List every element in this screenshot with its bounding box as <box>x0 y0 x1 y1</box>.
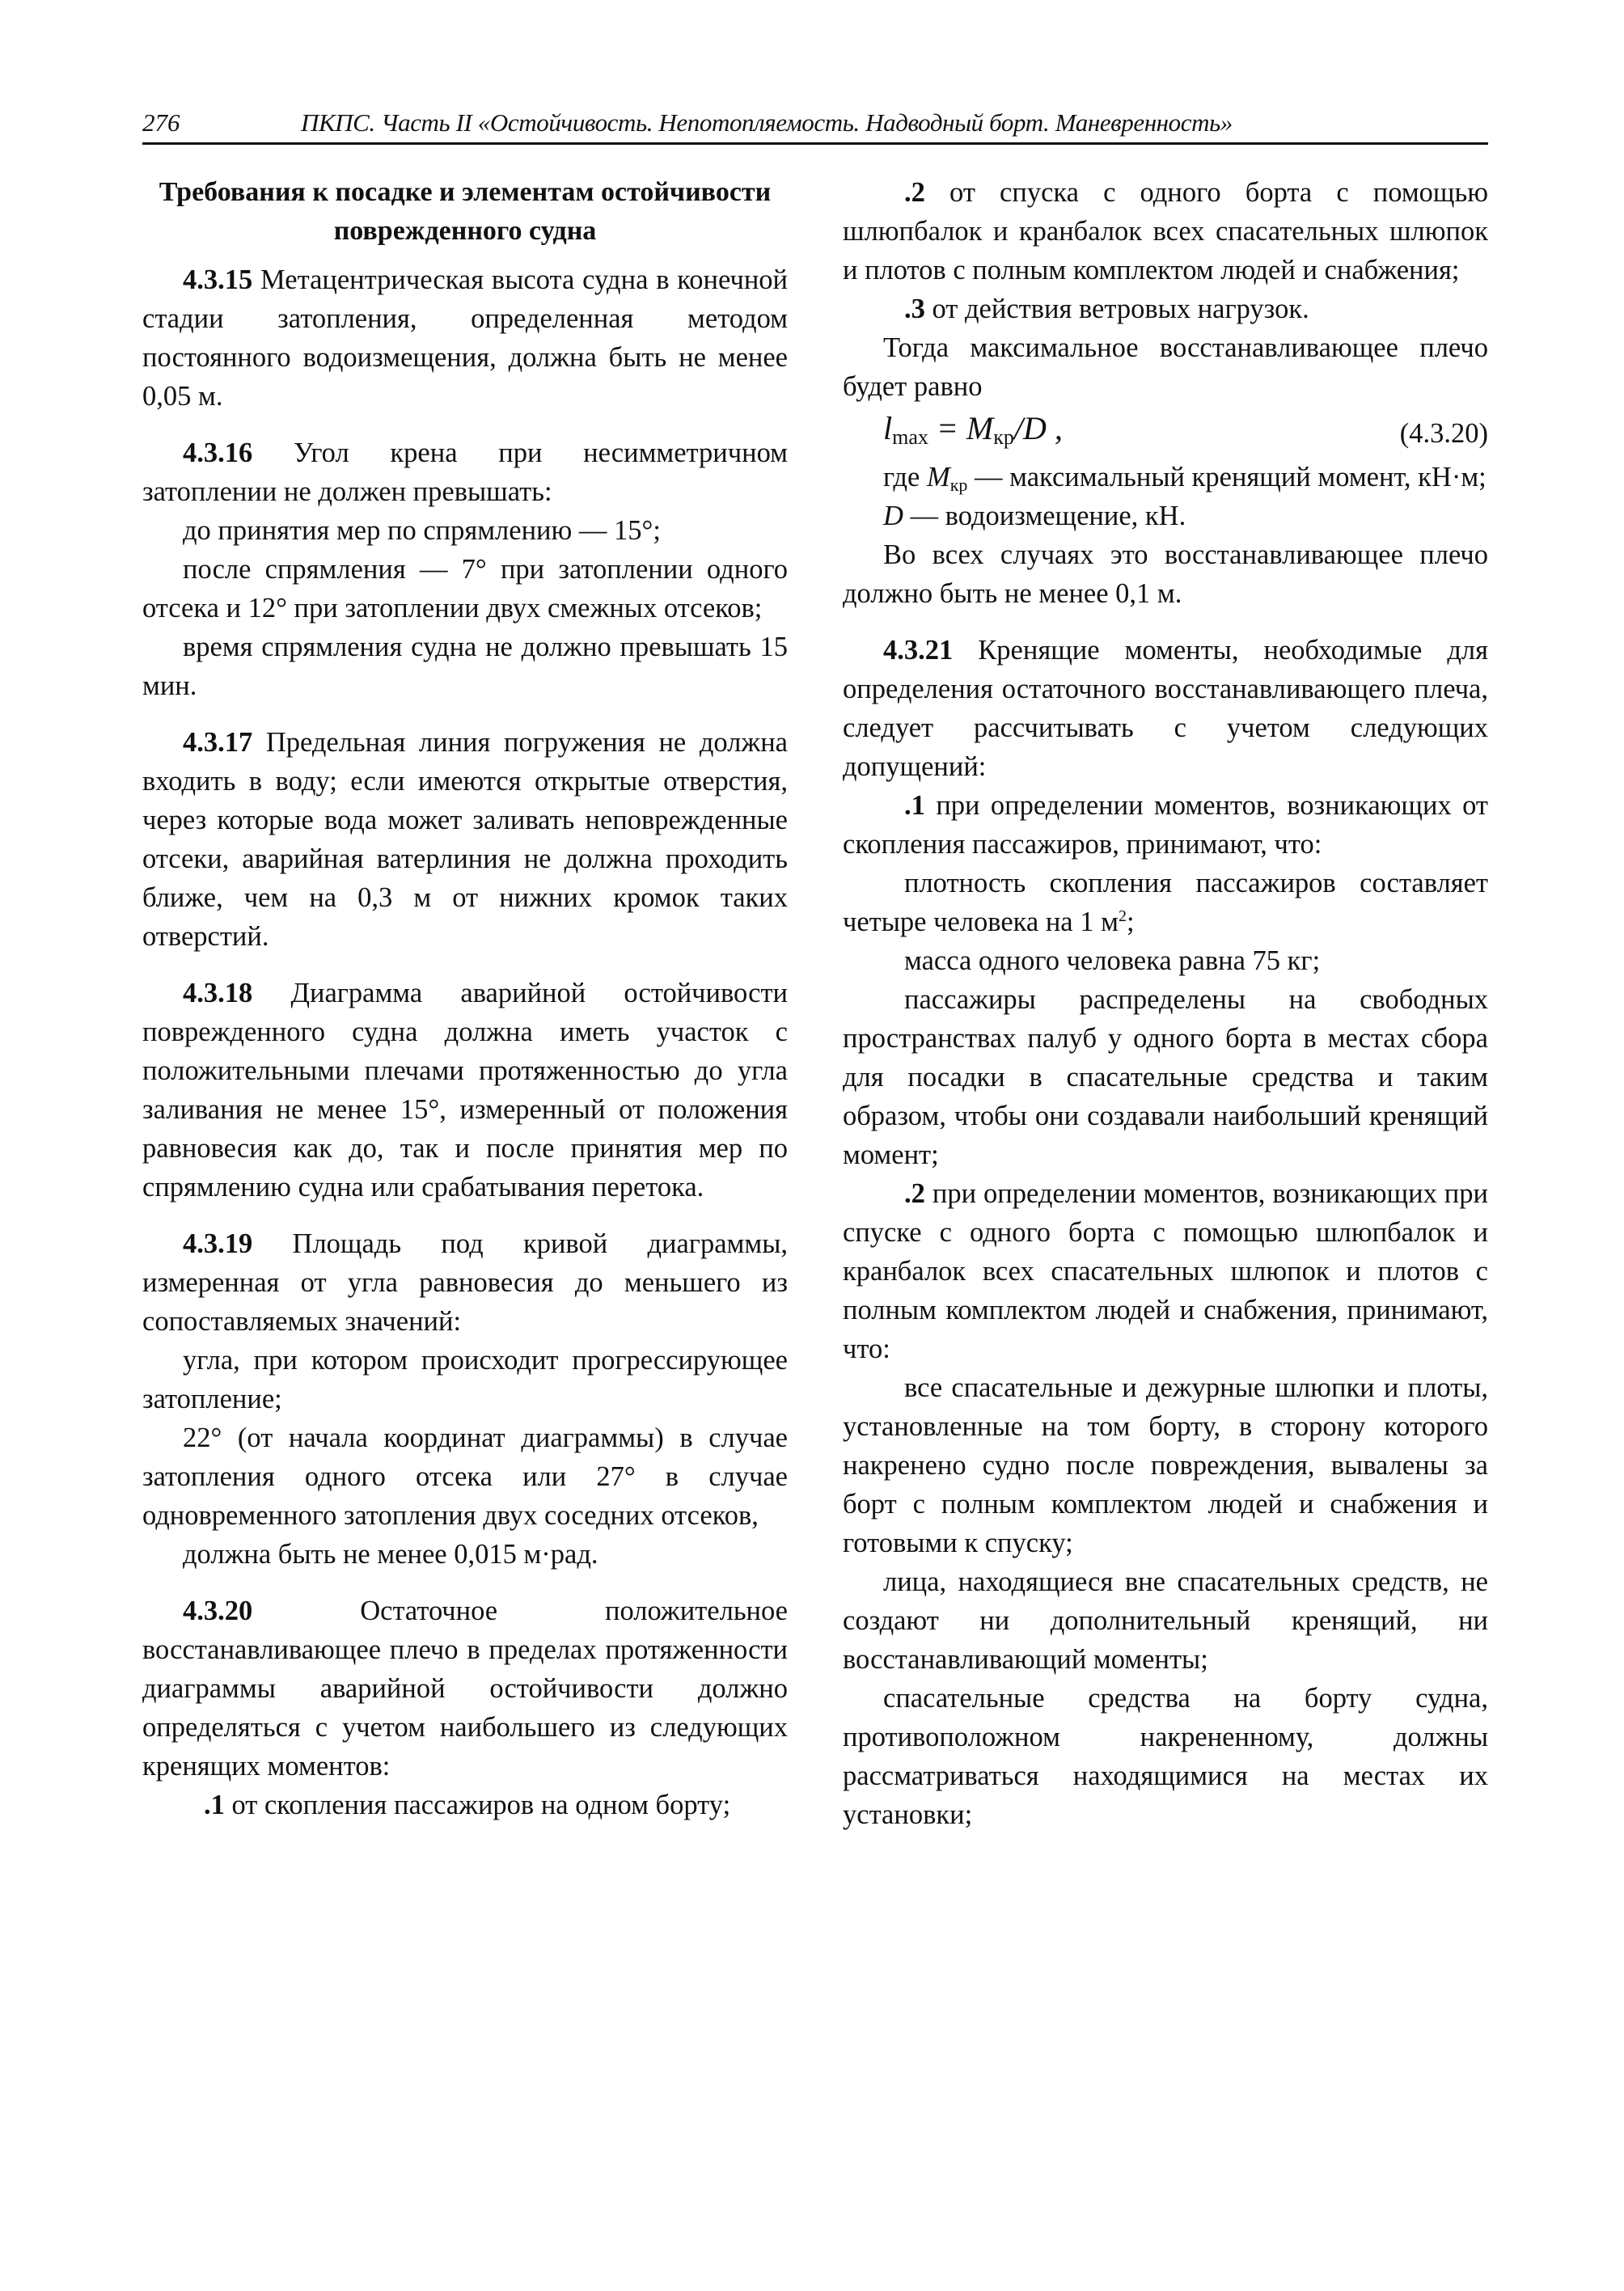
definition-symbol: M <box>926 462 950 492</box>
sub-item: пассажиры распределены на свободных пространствах палуб у одного борта в местах сбора для посадки в спасательные средства и таким образом, чтобы они создавали наибольший кренящий момент; <box>843 984 1488 1170</box>
clause-text: Остаточное положительное восстанавливающее плечо в пределах протяженности диаграммы аварийной остойчивости должно определяться с учетом наибольшего из следующих кренящих моментов: <box>142 1596 788 1782</box>
formula-symbol-d: D <box>1022 410 1047 446</box>
clause-text: Диаграмма аварийной остойчивости поврежденного судна должна иметь участок с положительными плечами протяженностью до угла заливания не менее 15°, измеренный от положения равновесия как до, так и после принятия мер по спрямлению судна или срабатывания перетока. <box>142 978 788 1203</box>
paragraph-4-3-21 <box>843 631 1488 786</box>
sub-item-text: плотность скопления пассажиров составляет четыре человека на 1 м <box>843 868 1488 937</box>
list-item: после спрямления — 7° при затоплении одного отсека и 12° при затоплении двух смежных отсеков; <box>142 554 788 623</box>
definition-prefix: где <box>883 462 927 492</box>
formula-expression <box>883 409 1063 448</box>
paragraph-4-3-20 <box>142 1591 788 1786</box>
paragraph-4-3-18 <box>142 974 788 1207</box>
clause-text: Предельная линия погружения не должна входить в воду; если имеются открытые отверстия, через которые вода может заливать неповрежденные отсеки, аварийная ватерлиния не должна проходить ближе, чем на 0,3 м от нижних кромок таких отверстий. <box>142 727 788 952</box>
definition-symbol: D <box>883 501 903 531</box>
sub-item: лица, находящиеся вне спасательных средств, не создают ни дополнительный кренящий, ни восстанавливающий моменты; <box>843 1566 1488 1675</box>
definition-d <box>843 497 1488 535</box>
list-item <box>142 1786 788 1824</box>
item-number: .1 <box>204 1790 225 1820</box>
equation-number: (4.3.20) <box>1399 418 1488 449</box>
definition-text: — максимальный кренящий момент, кН·м; <box>967 462 1487 492</box>
formula-4-3-20 <box>843 406 1488 458</box>
formula-tail: , <box>1046 410 1063 446</box>
list-item: должна быть не менее 0,015 м·рад. <box>183 1539 598 1570</box>
paragraph-4-3-19 <box>142 1224 788 1341</box>
clause-text: Площадь под кривой диаграммы, измеренная от угла равновесия до меньшего из сопоставляемых значений: <box>142 1228 788 1337</box>
clause-text: Метацентрическая высота судна в конечной стадии затопления, определенная методом постоянного водоизмещения, должна быть не менее 0,05 м. <box>142 264 788 412</box>
definition-subscript: кр <box>949 475 968 495</box>
right-column <box>843 173 1488 1834</box>
definition-mkr <box>843 458 1488 497</box>
sub-item <box>843 864 1488 941</box>
item-text: от действия ветровых нагрузок. <box>924 294 1309 324</box>
clause-number: 4.3.15 <box>183 264 253 295</box>
left-column <box>142 173 788 1824</box>
clause-number: 4.3.20 <box>183 1596 253 1626</box>
clause-number: 4.3.18 <box>183 978 253 1008</box>
formula-equals: = <box>928 410 966 446</box>
paragraph-4-3-17 <box>142 723 788 956</box>
paragraph-4-3-15 <box>142 260 788 416</box>
list-item: время спрямления судна не должно превышать 15 мин. <box>142 632 788 701</box>
list-item <box>843 290 1488 328</box>
item-text: при определении моментов, возникающих от скопления пассажиров, принимают, что: <box>843 790 1488 860</box>
paragraph: Тогда максимальное восстанавливающее плечо будет равно <box>843 332 1488 402</box>
formula-symbol-l: l <box>883 410 893 446</box>
list-item <box>843 786 1488 864</box>
clause-number: 4.3.17 <box>183 727 253 758</box>
list-item: угла, при котором происходит прогрессирующее затопление; <box>142 1345 788 1414</box>
list-item <box>843 173 1488 290</box>
formula-subscript: кр <box>993 425 1014 449</box>
list-item: 22° (от начала координат диаграммы) в случае затопления одного отсека или 27° в случае одновременного затопления двух соседних отсеков, <box>142 1422 788 1531</box>
clause-text: Кренящие моменты, необходимые для определения остаточного восстанавливающего плеча, следует рассчитывать с учетом следующих допущений: <box>843 635 1488 782</box>
clause-text: Угол крена при несимметричном затоплении не должен превышать: <box>142 437 788 507</box>
formula-subscript: max <box>892 425 928 449</box>
list-item: до принятия мер по спрямлению — 15°; <box>183 515 661 546</box>
sub-item: все спасательные и дежурные шлюпки и плоты, установленные на том борту, в сторону которого накренено судно после повреждения, вывалены за борт с полным комплектом людей и снабжения и готовыми к спуску; <box>843 1372 1488 1558</box>
section-title: Требования к посадке и элементам остойчивости поврежденного судна <box>159 177 772 246</box>
clause-number: 4.3.16 <box>183 437 253 468</box>
paragraph-4-3-16 <box>142 433 788 511</box>
sub-item-end: ; <box>1126 907 1135 937</box>
formula-symbol-m: M <box>966 410 994 446</box>
sub-item: спасательные средства на борту судна, противоположном накрененному, должны рассматриваться находящимися на местах их установки; <box>843 1683 1488 1830</box>
item-number: .1 <box>904 790 925 821</box>
sub-item: масса одного человека равна 75 кг; <box>904 945 1321 976</box>
running-header <box>142 105 1488 145</box>
paragraph: Во всех случаях это восстанавливающее плечо должно быть не менее 0,1 м. <box>843 539 1488 609</box>
item-text: от спуска с одного борта с помощью шлюпбалок и кранбалок всех спасательных шлюпок и плотов с полным комплектом людей и снабжения; <box>843 177 1488 285</box>
item-number: .2 <box>904 1178 925 1209</box>
definition-text: — водоизмещение, кН. <box>903 501 1186 531</box>
running-title: ПКПС. Часть II «Остойчивость. Непотопляемость. Надводный борт. Маневренность» <box>301 108 1233 137</box>
list-item <box>843 1174 1488 1368</box>
item-text: от скопления пассажиров на одном борту; <box>224 1790 731 1820</box>
superscript: 2 <box>1118 907 1127 925</box>
item-number: .2 <box>904 177 925 208</box>
clause-number: 4.3.19 <box>183 1228 253 1259</box>
page-number: 276 <box>142 108 180 137</box>
clause-number: 4.3.21 <box>883 635 954 666</box>
item-number: .3 <box>904 294 925 324</box>
formula-divide: / <box>1013 410 1023 446</box>
item-text: при определении моментов, возникающих при спуске с одного борта с помощью шлюпбалок и кранбалок всех спасательных шлюпок и плотов с полным комплектом людей и снабжения, принимают, что: <box>843 1178 1488 1364</box>
